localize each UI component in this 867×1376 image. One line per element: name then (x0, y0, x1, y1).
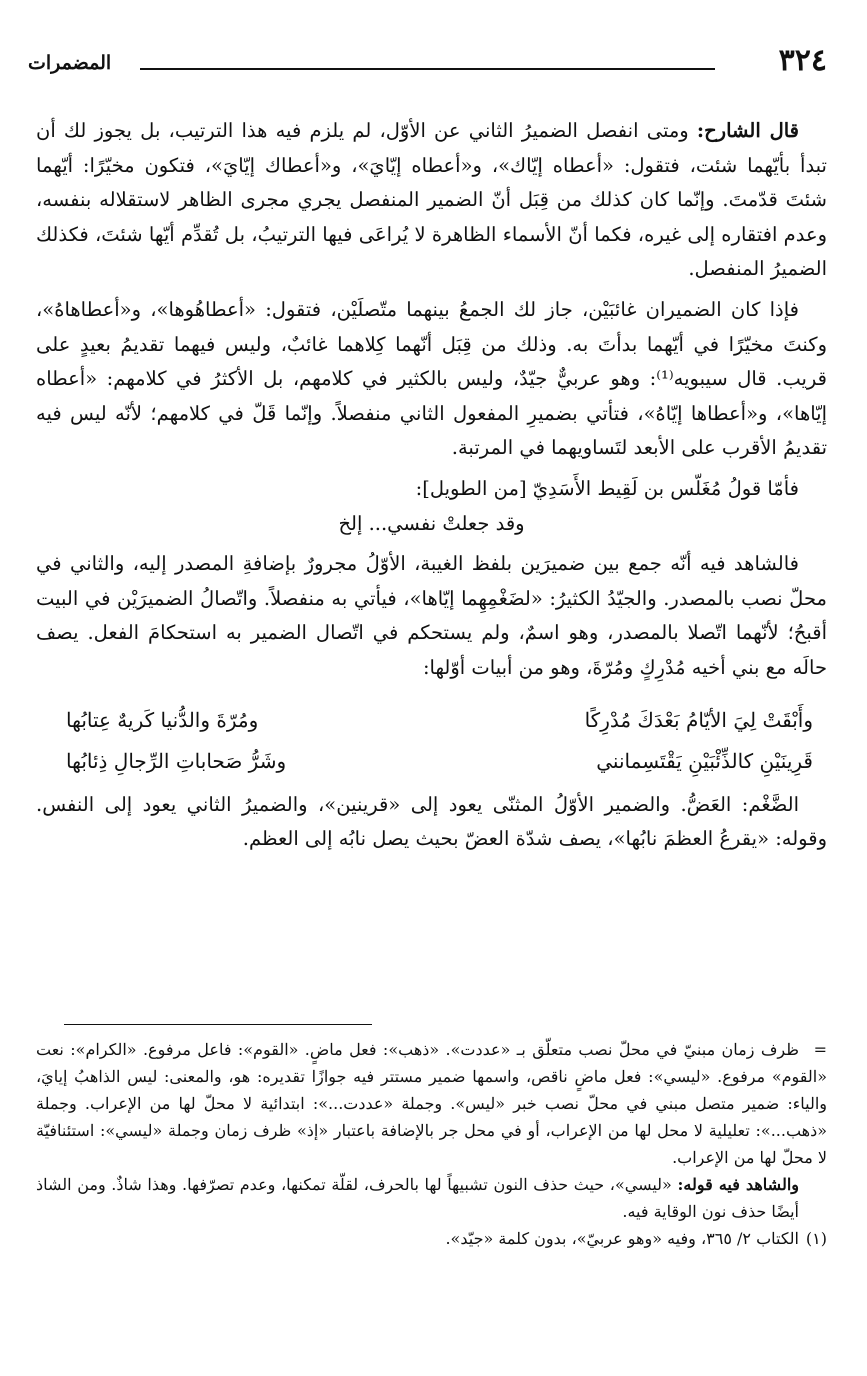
p2-line-2: «أعطاهُوها»، و«أعطاهاهُ»، وكنتَ مخيّرًا في أيّهما بدأتَ به. وذلك من قِبَل أنّهما (36, 297, 828, 356)
fn-line-3: هو، والمعنى: ليس الذاهبُ إيايَ، والياء: ضمير متصل مبني في محلّ نصب خبر «ليس». (36, 1067, 828, 1113)
fn-line-5: من الإعراب، أو في محل جر بالإضافة باعتبار «إذ» ظرف زمان وجملة «ليسي»: استئنافيّة لا محلّ (36, 1121, 827, 1167)
p3-line-2: إليه، والثاني في محلّ نصب بالمصدر. والجيّدُ الكثيرُ: «لضَغْمِهِما إيّاها»، فيأتي به (36, 552, 827, 610)
p1-line-5: يُراعَى فيها الترتيبُ، بل تُقدِّم أيّها شئتَ، فكذلك الضميرُ المنفصل. (36, 222, 827, 281)
paragraph-3 (36, 547, 827, 685)
continuation-marker: = (813, 1040, 827, 1059)
page-header (28, 44, 827, 78)
shahid-line-2: وهذا شاذٌ. ومن الشاذ أيضًا حذف نون الوقاية فيه. (36, 1175, 799, 1221)
header-rule (140, 68, 715, 70)
main-text (36, 114, 827, 857)
verse-2 (36, 741, 827, 782)
p3-line-3: منفصلاً. واتّصالُ الضميرَيْن في البيت أقبحُ؛ لأنّهما اتّصلا بالمصدر، وهو اسمٌ، ولم (36, 586, 827, 645)
footnote-1-marker: (١) (805, 1229, 827, 1248)
footnotes (36, 1036, 827, 1252)
p1-line-2: يجوز لك أن تبدأ بأيّهما شئت، فتقول: «أعطاه إيّاك»، و«أعطاه إيّايَ»، و«أعطاك إيّايَ»، (36, 119, 827, 177)
fn-line-2: «الكرام»: نعت «القوم» مرفوع. «ليسي»: فعل ماضٍ ناقص، واسمها ضمير مستتر فيه جوازًا تقديره: (36, 1040, 828, 1086)
verse-1-first-hemistich: وأَبْقَتْ لِيَ الأيّامُ بَعْدَكَ مُدْرِكًا (584, 707, 813, 732)
p2-line-1: فإذا كان الضميران غائبَيْن، جاز لك الجمعُ بينهما متّصلَيْن، فتقول: (265, 297, 799, 321)
verse-1 (36, 700, 827, 741)
p1-line-4: مجرى الظاهر لاستقلاله بنفسه، وعدم افتقاره إلى غيره، فكما أنّ الأسماء الظاهرة لا (36, 188, 827, 246)
running-title: المضمرات (28, 52, 112, 74)
p2-line-6: الأقرب على الأبعد لتَساويهما في المرتبة. (451, 436, 777, 460)
fn-line-1: ظرف زمان مبنيّ في محلّ نصب متعلّق بـ «عددت». «ذهب»: فعل ماضٍ. «القوم»: فاعل مرفوع. (142, 1040, 799, 1059)
paragraph-2 (36, 293, 827, 466)
shahid-line-1: «ليسي»، حيث حذف النون تشبيهاً لها بالحرف، لقلّة تمكنها، وعدم تصرّفها. (182, 1175, 672, 1194)
p3-line-1: فالشاهد فيه أنّه جمع بين ضميرَين بلفظ الغيبة، الأوّلُ مجرورٌ بإضافةِ المصدر (175, 552, 799, 576)
p2-line-4: وليس بالكثير في كلامهم، بل الأكثرُ في كلامهم: «أعطاه إيّاها»، و«أعطاها إيّاهُ»، (36, 367, 828, 425)
p3-line-5: وهو من أبيات أوّلها: (422, 655, 580, 679)
verse-1-second-hemistich: ومُرّةَ والدُّنيا كَريهٌ عِتابُها (66, 707, 259, 732)
paragraph-1 (36, 114, 827, 287)
paragraph-4 (36, 788, 827, 857)
p3-line-4: يستحكم في اتّصال الضمير به استحكامَ الفعل. يصف حالَه مع بني أخيه مُدْرِكٍ ومُرّةَ، (36, 621, 827, 679)
footnote-separator (64, 1024, 372, 1025)
poem-verses (36, 700, 827, 782)
footnote-shahid (36, 1171, 827, 1225)
page-number: ٣٢٤ (778, 43, 827, 78)
fn-line-6: لها من الإعراب. (672, 1148, 777, 1167)
quoted-hemistich: وقد جعلتْ نفسي... إلخ (338, 511, 525, 535)
fn-line-4: وجملة «عددت...»: ابتدائية لا محلّ لها من الإعراب. وجملة «ذهب...»: تعليلية لا محل لها (36, 1094, 828, 1140)
footnote-1 (36, 1225, 827, 1252)
p1-line-1: ومتى انفصل الضميرُ الثاني عن الأوّل، لم يلزم فيه هذا الترتيب، بل (140, 119, 689, 142)
footnote-1-text: الكتاب ٢/ ٣٦٥، وفيه «وهو عربيّ»، بدون كلمة «جيّد». (445, 1229, 799, 1248)
commentator-label: قال الشارح: (696, 119, 799, 142)
verse-2-first-hemistich: قَرِينَيْنِ كالذِّئْبَيْنِ يَقْتَسِمانني (596, 748, 813, 773)
p2-line-3: كِلاهما غائبٌ، وليس فيهما تقديمُ بعيدٍ على قريب. قال سيبويه⁽¹⁾: وهو عربيٌّ جيّدٌ، (36, 332, 827, 391)
p4-line-1: الضَّغْم: العَضُّ. والضمير الأوّلُ المثنّى يعود إلى «قرينين»، والضميرُ الثاني يعود (142, 792, 799, 816)
p1-line-3: فتكون مخيّرًا: أيّهما شئتَ قدّمتَ. وإنّما كان كذلك من قِبَل أنّ الضمير المنفصل يجري (36, 153, 828, 212)
p2-line-5: فتأتي بضميرِ المفعول الثاني منفصلاً. وإنّما قَلّ في كلامهم؛ لأنّه ليس فيه تقديمُ (36, 401, 827, 460)
shahid-label: والشاهد فيه قوله: (677, 1175, 799, 1194)
quote-intro: فأمّا قولُ مُغَلّس بن لَقِيط الأَسَدِيّ [من الطويل]: (415, 476, 799, 500)
footnote-continuation (36, 1036, 827, 1171)
verse-2-second-hemistich: وشَرُّ صَحاباتِ الرِّجالِ ذِئابُها (66, 748, 287, 773)
p4-line-2: إلى النفس. وقوله: «يقرعُ العظمَ نابُها»، يصف شدّة العضّ بحيث يصل نابُه إلى العظم. (36, 792, 827, 851)
